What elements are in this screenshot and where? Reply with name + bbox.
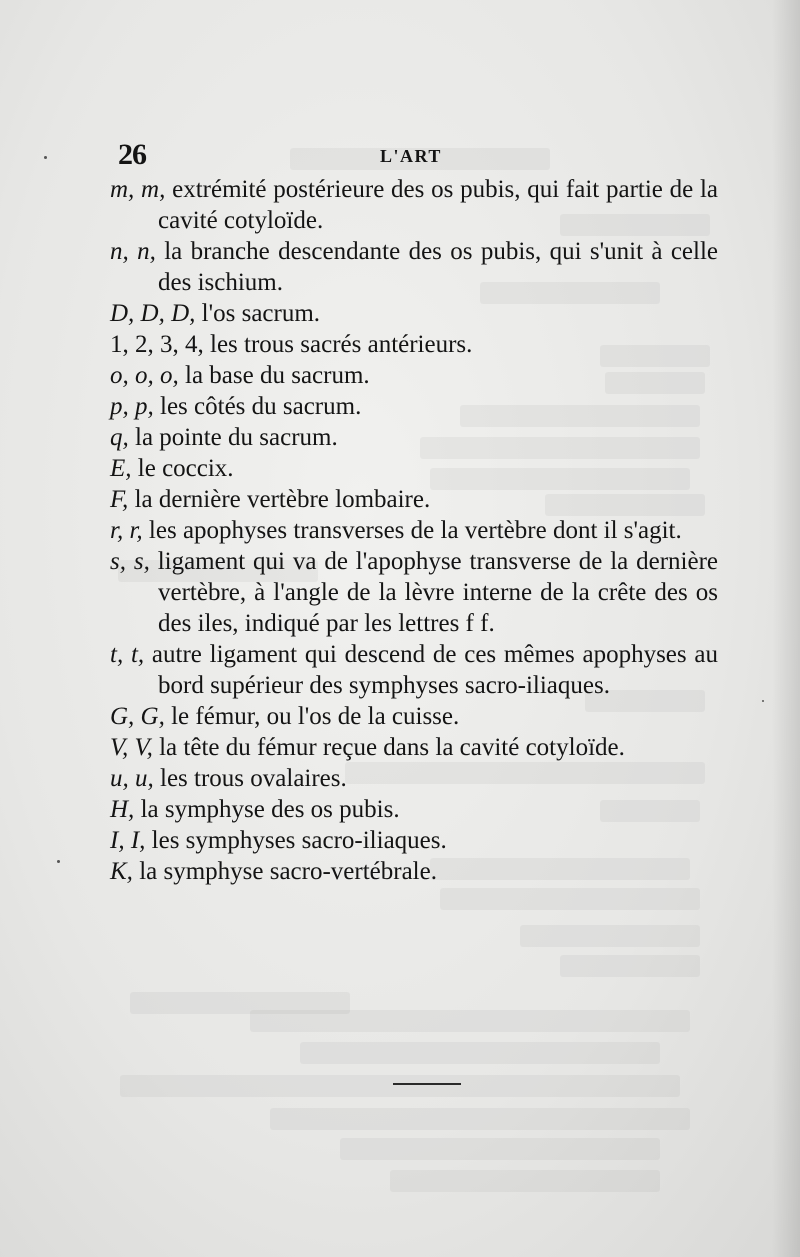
page-edge-shadow xyxy=(772,0,800,1257)
legend-entry: t, t, autre ligament qui descend de ces mêmes apophyses au bord supérieur des symphyses sacro-iliaques. xyxy=(110,641,718,699)
page-header xyxy=(118,138,718,174)
figure-legend-list xyxy=(110,174,718,887)
legend-entry: 1, 2, 3, 4, les trous sacrés antérieurs. xyxy=(110,331,473,358)
legend-entry: o, o, o, la base du sacrum. xyxy=(110,362,370,389)
legend-entry: E, le coccix. xyxy=(110,455,234,482)
legend-entry: q, la pointe du sacrum. xyxy=(110,424,338,451)
legend-entry: G, G, le fémur, ou l'os de la cuisse. xyxy=(110,703,460,730)
legend-entry: I, I, les symphyses sacro-iliaques. xyxy=(110,827,447,854)
closing-rule xyxy=(393,1083,461,1085)
page-number: 26 xyxy=(118,138,146,171)
legend-entry: s, s, ligament qui va de l'apophyse transverse de la dernière vertèbre, à l'angle de la lèvre interne de la crête des os des iles, indiqué par les lettres f f. xyxy=(110,548,718,637)
legend-entry: u, u, les trous ovalaires. xyxy=(110,765,347,792)
legend-entry: K, la symphyse sacro-vertébrale. xyxy=(110,858,437,885)
legend-entry: r, r, les apophyses transverses de la vertèbre dont il s'agit. xyxy=(110,517,682,544)
legend-entry: D, D, D, l'os sacrum. xyxy=(110,300,321,327)
legend-entry: n, n, la branche descendante des os pubis, qui s'unit à celle des ischium. xyxy=(110,238,719,296)
legend-entry: m, m, extrémité postérieure des os pubis, qui fait partie de la cavité cotyloïde. xyxy=(110,176,719,234)
running-head: L'ART xyxy=(380,146,442,166)
legend-entry: p, p, les côtés du sacrum. xyxy=(110,393,362,420)
legend-entry: F, la dernière vertèbre lombaire. xyxy=(110,486,431,513)
legend-entry: V, V, la tête du fémur reçue dans la cavité cotyloïde. xyxy=(110,734,625,761)
legend-entry: H, la symphyse des os pubis. xyxy=(110,796,400,823)
